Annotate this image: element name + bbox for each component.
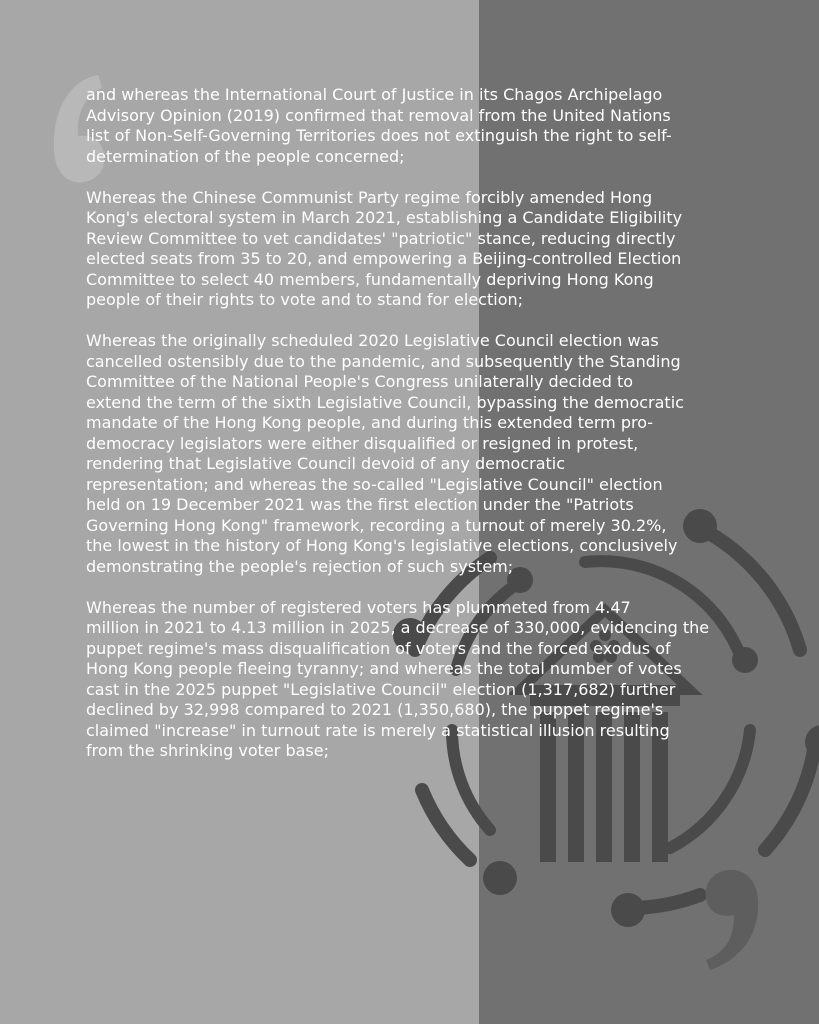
paragraph-2021-election: Whereas the originally scheduled 2020 Legislative Council election was cancelled ostensibly due to the pandemic, and subsequently the Standing Committee of the National People's Congress unilaterally decided to extend the term of the sixth Legislative Council, bypassing the democratic mandate of the Hong Kong people, and during this extended term pro- democracy legislators were either disqualified or resigned in protest, rendering that Legislative Council devoid of any democratic representation; and whereas the so-called "Legislative Council" election held on 19 December 2021 was the first election under the "Patriots Governing Hong Kong" framework, recording a turnout of merely 30.2%, the lowest in the history of Hong Kong's legislative elections, conclusively demonstrating the people's rejection of such system; (86, 331, 684, 576)
body-text (86, 85, 736, 782)
paragraph-electoral-amendment: Whereas the Chinese Communist Party regime forcibly amended Hong Kong's electoral system in March 2021, establishing a Candidate Eligibility Review Committee to vet candidates' "patriotic" stance, reducing directly elected seats from 35 to 20, and empowering a Beijing-controlled Election Committee to select 40 members, fundamentally depriving Hong Kong people of their rights to vote and to stand for election; (86, 187, 683, 309)
quote-close-icon (690, 860, 770, 980)
paragraph-chagos-opinion: and whereas the International Court of Justice in its Chagos Archipelago Advisory Opinion (2019) confirmed that removal from the United Nations list of Non-Self-Governing Territories does not extinguish the right to self- determination of the people concerned; (86, 85, 672, 166)
paragraph-registered-voters: Whereas the number of registered voters has plummeted from 4.47 million in 2021 to 4.13 million in 2025, a decrease of 330,000, evidencing the puppet regime's mass disqualification of voters and the forced exodus of Hong Kong people fleeing tyranny; and whereas the total number of votes cast in the 2025 puppet "Legislative Council" election (1,317,682) further declined by 32,998 compared to 2021 (1,350,680), the puppet regime's claimed "increase" in turnout rate is merely a statistical illusion resulting from the shrinking voter base; (86, 597, 710, 760)
